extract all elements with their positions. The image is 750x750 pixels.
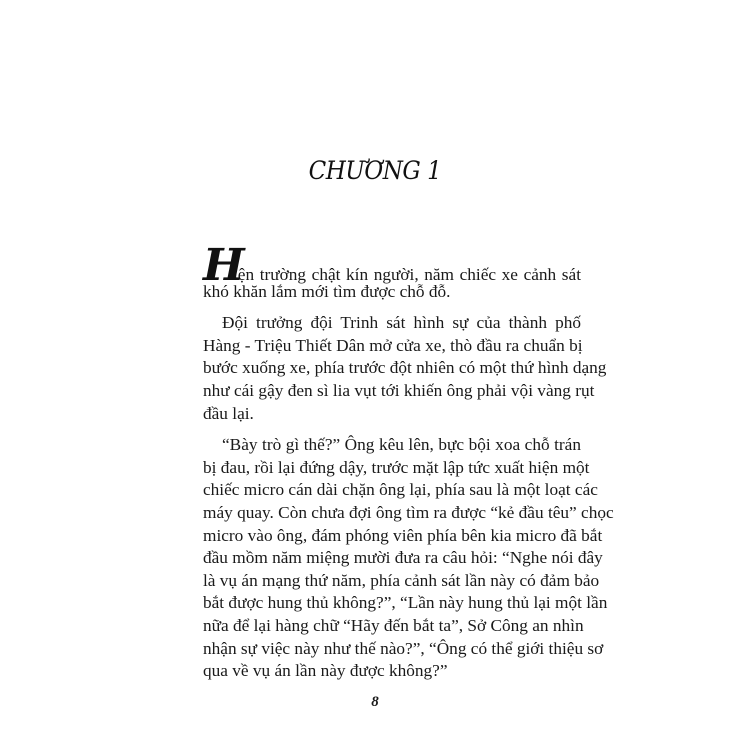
paragraph-3 xyxy=(203,434,614,683)
chapter-body xyxy=(203,240,614,683)
text-line: qua về vụ án lần này được không?” xyxy=(203,661,448,681)
chapter-title: CHƯƠNG 1 xyxy=(308,156,442,185)
text-line: chiếc micro cán dài chặn ông lại, phía sau là một loạt các xyxy=(203,480,598,500)
text-line: khó khăn lắm mới tìm được chỗ đỗ. xyxy=(203,281,451,301)
page-number: 8 xyxy=(371,694,379,710)
text-line: nhận sự việc này như thế nào?”, “Ông có thể giới thiệu sơ xyxy=(203,638,604,658)
text-line: đầu lại. xyxy=(203,403,254,423)
text-line: đầu mồm năm miệng mười đưa ra câu hỏi: “Nghe nói đây xyxy=(203,548,603,568)
text-line: như cái gậy đen sì lia vụt tới khiến ông phải vội vàng rụt xyxy=(203,380,595,400)
text-line: máy quay. Còn chưa đợi ông tìm ra được “kẻ đầu têu” chọc xyxy=(203,502,614,522)
text-line: bước xuống xe, phía trước đột nhiên có một thứ hình dạng xyxy=(203,358,607,378)
drop-cap xyxy=(203,240,245,291)
text-line: micro vào ông, đám phóng viên phía bên kia micro đã bắt xyxy=(203,525,603,545)
text-line: bắt được hung thủ không?”, “Lần này hung thủ lại một lần xyxy=(203,593,608,613)
paragraph-1 xyxy=(203,240,581,303)
text-line: bị đau, rồi lại đứng dậy, trước mặt lập tức xuất hiện một xyxy=(203,457,590,477)
paragraph-2 xyxy=(203,312,607,425)
text-line: Hàng - Triệu Thiết Dân mở cửa xe, thò đầu ra chuẩn bị xyxy=(203,335,583,355)
drop-cap-letter: H xyxy=(203,240,245,291)
text-line-content: iện trường chật kín người, năm chiếc xe cảnh sát xyxy=(233,265,581,284)
text-line: là vụ án mạng thứ năm, phía cảnh sát lần này có đảm bảo xyxy=(203,570,600,590)
text-line: “Bày trò gì thế?” Ông kêu lên, bực bội xoa chỗ trán xyxy=(222,435,581,455)
text-line: Đội trưởng đội Trinh sát hình sự của thành phố xyxy=(222,313,581,333)
text-line: nữa để lại hàng chữ “Hãy đến bắt ta”, Sở Công an nhìn xyxy=(203,615,584,635)
